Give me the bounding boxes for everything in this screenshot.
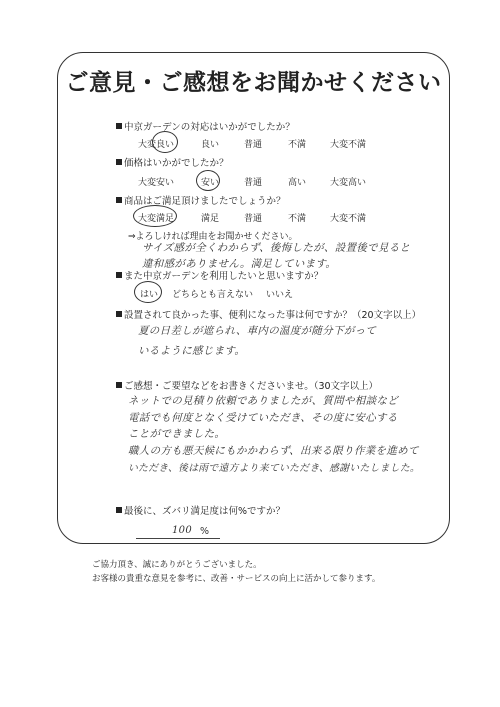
option-satisfied[interactable]: 満足 bbox=[201, 214, 220, 224]
option-normal[interactable]: 普通 bbox=[244, 140, 263, 150]
handwritten-answer: ネットでの見積り依頼でありましたが、質問や相談など bbox=[128, 395, 398, 407]
square-bullet-icon bbox=[116, 382, 122, 388]
option-undecided[interactable]: どちらとも言えない bbox=[172, 290, 254, 300]
handwritten-answer: 電話でも何度となく受けていただき、その度に安心する bbox=[128, 412, 398, 424]
question-1: 中京ガーデンの対応はいかがでしたか？ bbox=[116, 119, 295, 133]
option-cheap[interactable]: 安い bbox=[201, 178, 220, 188]
handwritten-answer: ことができました。 bbox=[128, 428, 226, 440]
square-bullet-icon bbox=[116, 159, 122, 165]
handwritten-answer: 違和感がありません。満足しています。 bbox=[142, 258, 337, 270]
selected-circle bbox=[196, 170, 220, 191]
option-very-dissatisfied[interactable]: 大変不満 bbox=[330, 140, 367, 150]
option-very-dissatisfied[interactable]: 大変不満 bbox=[330, 214, 367, 224]
handwritten-answer: いるように感じます。 bbox=[138, 345, 246, 357]
option-good[interactable]: 良い bbox=[201, 140, 220, 150]
option-very-expensive[interactable]: 大変高い bbox=[330, 178, 367, 188]
option-normal[interactable]: 普通 bbox=[244, 214, 263, 224]
footer-thanks: ご協力頂き、誠にありがとうございました。 bbox=[92, 560, 262, 570]
question-6: ご感想・ご要望などをお書きくださいませ。（30文字以上） bbox=[116, 378, 378, 392]
satisfaction-value: 100 bbox=[172, 525, 192, 536]
selected-circle bbox=[152, 131, 178, 153]
survey-title: ご意見・ご感想をお聞かせください bbox=[65, 70, 442, 96]
option-very-cheap[interactable]: 大変安い bbox=[138, 178, 175, 188]
option-no[interactable]: いいえ bbox=[266, 290, 294, 300]
answer-underline bbox=[136, 538, 220, 539]
question-5: 設置されて良かった事、便利になった事は何ですか？（20文字以上） bbox=[116, 307, 421, 321]
square-bullet-icon bbox=[116, 311, 122, 317]
question-3: 商品はご満足頂けましたでしょうか？ bbox=[116, 193, 286, 207]
option-dissatisfied[interactable]: 不満 bbox=[288, 214, 307, 224]
option-very-satisfied[interactable]: 大変満足 bbox=[138, 214, 175, 224]
question-7: 最後に、ズバリ満足度は何%ですか？ bbox=[116, 503, 285, 517]
square-bullet-icon bbox=[116, 197, 122, 203]
square-bullet-icon bbox=[116, 123, 122, 129]
handwritten-answer: サイズ感が全くわからず、後悔したが、設置後で見ると bbox=[142, 242, 411, 254]
square-bullet-icon bbox=[116, 507, 122, 513]
selected-circle bbox=[134, 281, 162, 303]
option-expensive[interactable]: 高い bbox=[288, 178, 307, 188]
option-yes[interactable]: はい bbox=[140, 290, 159, 300]
square-bullet-icon bbox=[116, 272, 122, 278]
percent-unit: % bbox=[200, 526, 210, 537]
handwritten-answer: 職人の方も悪天候にもかかわらず、出来る限り作業を進めて bbox=[128, 445, 419, 457]
footer-note: お客様の貴重な意見を参考に、改善・サービスの向上に活かして参ります。 bbox=[92, 574, 381, 584]
handwritten-answer: 夏の日差しが遮られ、車内の温度が随分下がって bbox=[138, 325, 377, 337]
option-dissatisfied[interactable]: 不満 bbox=[288, 140, 307, 150]
question-2: 価格はいかがでしたか？ bbox=[116, 155, 229, 169]
handwritten-answer: いただき、後は雨で遠方より来ていただき、感謝いたしました。 bbox=[128, 463, 421, 474]
question-4: また中京ガーデンを利用したいと思いますか？ bbox=[116, 268, 323, 282]
selected-circle bbox=[133, 205, 177, 227]
reason-prompt: ⇒よろしければ理由をお聞かせください。 bbox=[128, 232, 298, 242]
option-normal[interactable]: 普通 bbox=[244, 178, 263, 188]
option-very-good[interactable]: 大変良い bbox=[138, 140, 175, 150]
